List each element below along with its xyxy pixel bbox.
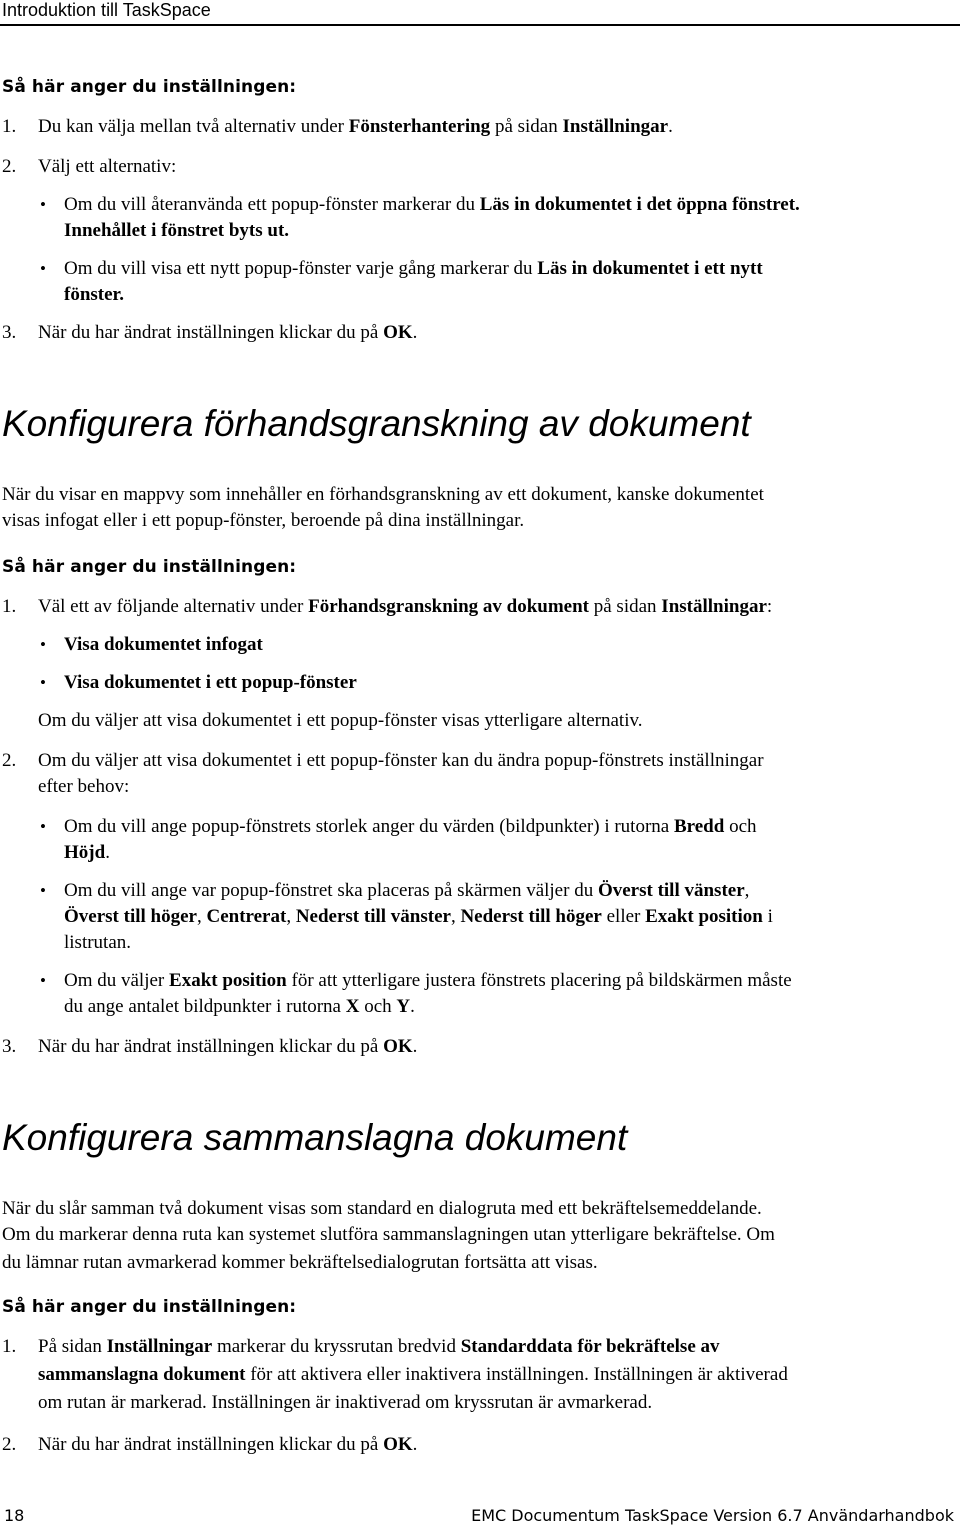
step-text xyxy=(38,1432,417,1458)
step-text: Om du väljer att visa dokumentet i ett popup-fönster kan du ändra popup-fönstrets inställningar xyxy=(38,750,764,771)
bold-term: Höjd xyxy=(64,842,106,863)
bold-term: Läs in dokumentet i det öppna fönstret. xyxy=(479,194,800,215)
bold-term: OK xyxy=(383,1434,413,1455)
bold-term: OK xyxy=(383,322,413,343)
intro-paragraph-cont: Om du markerar denna ruta kan systemet slutföra sammanslagningen utan ytterligare bekräftelse. Om xyxy=(2,1224,775,1245)
header-rule xyxy=(0,24,960,26)
text-span: Väl ett av följande alternativ under xyxy=(38,596,309,617)
text-span: , xyxy=(286,906,296,927)
text-span: eller xyxy=(601,906,646,927)
bullet-text xyxy=(64,968,792,994)
page-number: 18 xyxy=(4,1506,25,1525)
footer-doc-title: EMC Documentum TaskSpace Version 6.7 Användarhandbok xyxy=(471,1506,954,1525)
bullet-glyph: • xyxy=(40,881,46,900)
text-span: du ange antalet bildpunkter i rutorna xyxy=(64,996,346,1017)
text-span: , xyxy=(450,906,461,927)
bullet-glyph: • xyxy=(40,195,46,214)
text-span: . xyxy=(668,116,673,137)
bullet-glyph: • xyxy=(40,259,46,278)
bullet-glyph: • xyxy=(40,971,46,990)
bullet-glyph: • xyxy=(40,673,46,692)
step-number: 3. xyxy=(2,1036,17,1057)
section-heading: Konfigurera förhandsgranskning av dokument xyxy=(2,403,751,444)
intro-paragraph: När du slår samman två dokument visas som standard en dialogruta med ett bekräftelsemeddelande. xyxy=(2,1198,762,1219)
bullet-text-cont xyxy=(64,904,773,930)
bold-term: X xyxy=(345,996,360,1017)
bold-term: Standarddata för bekräftelse av xyxy=(460,1336,720,1357)
step-number: 2. xyxy=(2,750,17,771)
step-text-cont: efter behov: xyxy=(38,776,130,797)
section-heading: Konfigurera sammanslagna dokument xyxy=(2,1117,628,1158)
bold-term: Inställningar xyxy=(106,1336,213,1357)
text-span: På sidan xyxy=(38,1336,107,1357)
step-text xyxy=(38,114,673,140)
bold-term: Nederst till höger xyxy=(460,906,602,927)
text-span: När du har ändrat inställningen klickar du på xyxy=(38,1434,384,1455)
step-number: 1. xyxy=(2,116,17,137)
bold-term: Y xyxy=(396,996,411,1017)
bullet-text-cont: fönster. xyxy=(64,284,124,305)
bullet-text xyxy=(64,192,800,218)
bullet-text xyxy=(64,256,763,282)
bullet-glyph: • xyxy=(40,817,46,836)
text-span: Om du vill ange popup-fönstrets storlek anger du värden (bildpunkter) i rutorna xyxy=(64,816,674,837)
bold-term: Fönsterhantering xyxy=(348,116,491,137)
text-span: . xyxy=(412,1036,418,1057)
text-span: , xyxy=(196,906,207,927)
text-span: Om du vill återanvända ett popup-fönster markerar du xyxy=(64,194,480,215)
bold-term: Exakt position xyxy=(645,906,763,927)
text-span: i xyxy=(762,906,773,927)
bold-term: Nederst till vänster xyxy=(295,906,451,927)
text-span: Om du väljer xyxy=(64,970,170,991)
text-span: När du har ändrat inställningen klickar du på xyxy=(38,1036,384,1057)
text-span: . xyxy=(105,842,110,863)
text-span: för att ytterligare justera fönstrets placering på bildskärmen måste xyxy=(286,970,792,991)
intro-paragraph: När du visar en mappvy som innehåller en förhandsgranskning av ett dokument, kanske dokumentet xyxy=(2,484,764,505)
bullet-text-cont: Innehållet i fönstret byts ut. xyxy=(64,220,290,241)
bold-term: Läs in dokumentet i ett nytt xyxy=(537,258,763,279)
text-span: Om du vill ange var popup-fönstret ska placeras på skärmen väljer du xyxy=(64,880,598,901)
option-item: Visa dokumentet i ett popup-fönster xyxy=(64,672,357,693)
procedure-label: Så här anger du inställningen: xyxy=(2,77,297,97)
procedure-label: Så här anger du inställningen: xyxy=(2,1297,297,1317)
step-number: 2. xyxy=(2,1434,17,1455)
text-span: . xyxy=(412,322,418,343)
bold-term: Exakt position xyxy=(169,970,287,991)
bullet-text xyxy=(64,878,749,904)
bold-term: Centrerat xyxy=(206,906,287,927)
bullet-glyph: • xyxy=(40,635,46,654)
text-span: . xyxy=(412,1434,418,1455)
bold-term: Överst till höger xyxy=(64,906,197,927)
bold-term: Förhandsgranskning av dokument xyxy=(308,596,589,617)
step-text xyxy=(38,1034,417,1060)
text-span: När du har ändrat inställningen klickar du på xyxy=(38,322,384,343)
text-span: på sidan xyxy=(589,596,662,617)
step-note: Om du väljer att visa dokumentet i ett popup-fönster visas ytterligare alternativ. xyxy=(38,710,643,731)
step-number: 1. xyxy=(2,596,17,617)
procedure-label: Så här anger du inställningen: xyxy=(2,557,297,577)
step-text xyxy=(38,594,772,620)
intro-paragraph-cont: du lämnar rutan avmarkerad kommer bekräftelsedialogrutan fortsätta att visas. xyxy=(2,1252,598,1273)
bold-term: OK xyxy=(383,1036,413,1057)
step-text-cont: om rutan är markerad. Inställningen är inaktiverad om kryssrutan är avmarkerad. xyxy=(38,1392,653,1413)
bold-term: Bredd xyxy=(673,816,725,837)
text-span: på sidan xyxy=(490,116,563,137)
step-text: Välj ett alternativ: xyxy=(38,156,177,177)
step-number: 1. xyxy=(2,1336,17,1357)
bullet-text xyxy=(64,814,757,840)
text-span: Om du vill visa ett nytt popup-fönster varje gång markerar du xyxy=(64,258,538,279)
text-span: : xyxy=(766,596,773,617)
step-number: 3. xyxy=(2,322,17,343)
running-header-title: Introduktion till TaskSpace xyxy=(2,0,211,20)
intro-paragraph-cont: visas infogat eller i ett popup-fönster, beroende på dina inställningar. xyxy=(2,510,525,531)
step-text-cont xyxy=(38,1362,788,1388)
text-span: . xyxy=(410,996,415,1017)
text-span: Du kan välja mellan två alternativ under xyxy=(38,116,349,137)
step-text xyxy=(38,1334,720,1360)
text-span: markerar du kryssrutan bredvid xyxy=(212,1336,461,1357)
bold-term: Inställningar xyxy=(562,116,669,137)
text-span: för att aktivera eller inaktivera inställningen. Inställningen är aktiverad xyxy=(245,1364,788,1385)
text-span: och xyxy=(359,996,397,1017)
bullet-text-cont xyxy=(64,840,110,866)
bold-term: sammanslagna dokument xyxy=(38,1364,246,1385)
step-number: 2. xyxy=(2,156,17,177)
bold-term: Överst till vänster xyxy=(597,880,745,901)
step-text xyxy=(38,320,417,346)
option-item: Visa dokumentet infogat xyxy=(64,634,263,655)
bullet-text-cont xyxy=(64,994,415,1020)
text-span: , xyxy=(744,880,750,901)
text-span: och xyxy=(724,816,757,837)
bullet-text-cont: listrutan. xyxy=(64,932,132,953)
bold-term: Inställningar xyxy=(661,596,767,617)
